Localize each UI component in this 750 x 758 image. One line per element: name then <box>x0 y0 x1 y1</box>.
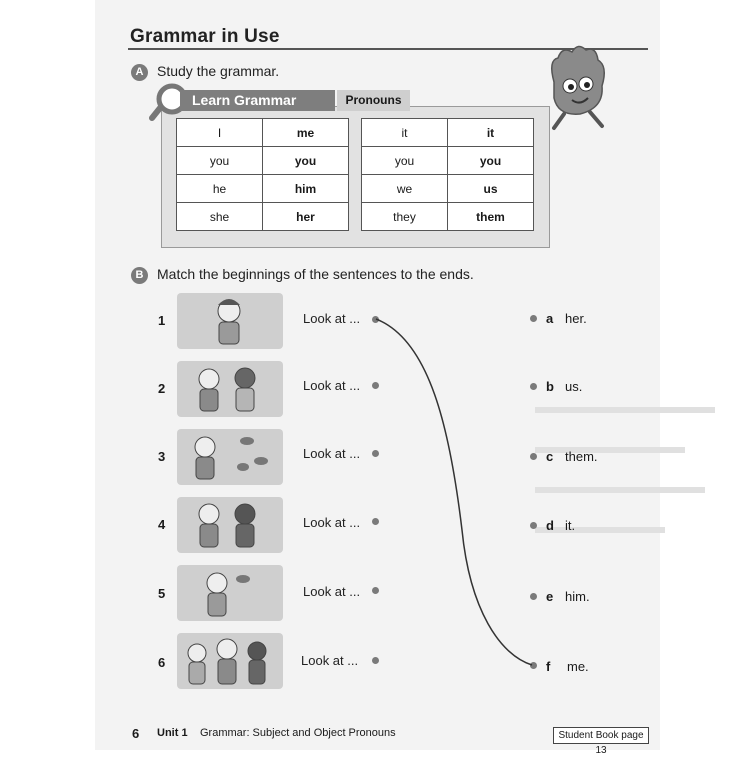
ending-word: him. <box>565 589 590 604</box>
sentence-beginning: Look at ... <box>303 311 361 326</box>
example-match-line <box>370 310 540 670</box>
subject-pronoun: it <box>362 119 448 147</box>
grammar-topic-label: Pronouns <box>337 90 410 111</box>
ending-word: me. <box>567 659 589 674</box>
item-number: 3 <box>158 449 166 464</box>
show-through-decoration <box>535 380 735 580</box>
ending-letter: d <box>546 518 554 533</box>
section-b-instruction: Match the beginnings of the sentences to the ends. <box>157 266 474 282</box>
boy-pointing-at-self-picture <box>177 293 283 349</box>
subject-pronoun: we <box>362 175 448 203</box>
footer-topic: Grammar: Subject and Object Pronouns <box>200 727 396 739</box>
sentence-beginning: Look at ... <box>303 584 361 599</box>
hand-mascot-icon <box>540 42 612 138</box>
subject-pronoun: he <box>177 175 263 203</box>
sentence-beginning: Look at ... <box>303 515 361 530</box>
ending-word: her. <box>565 311 587 326</box>
table-row <box>177 119 349 147</box>
section-b-badge: B <box>131 267 148 284</box>
boy-with-bird-picture <box>177 565 283 621</box>
object-pronoun: you <box>263 147 349 175</box>
sentence-beginning: Look at ... <box>303 378 361 393</box>
section-a-instruction: Study the grammar. <box>157 63 280 79</box>
subject-pronoun: you <box>177 147 263 175</box>
table-row <box>362 175 534 203</box>
pronoun-table-left <box>176 118 349 231</box>
object-pronoun: us <box>448 175 534 203</box>
item-number: 5 <box>158 586 166 601</box>
table-row <box>362 203 534 231</box>
learn-grammar-tab: Learn Grammar <box>180 90 335 111</box>
pronoun-table-right <box>361 118 534 231</box>
page-number: 6 <box>132 726 140 741</box>
ending-letter: b <box>546 379 554 394</box>
object-pronoun: them <box>448 203 534 231</box>
item-number: 4 <box>158 517 166 532</box>
page-title: Grammar in Use <box>130 26 280 47</box>
ending-letter: f <box>546 659 551 674</box>
subject-pronoun: I <box>177 119 263 147</box>
item-number: 1 <box>158 313 166 328</box>
unit-label: Unit 1 <box>157 727 188 739</box>
section-a-badge: A <box>131 64 148 81</box>
ending-word: it. <box>565 518 576 533</box>
subject-pronoun: she <box>177 203 263 231</box>
object-pronoun: you <box>448 147 534 175</box>
table-row <box>177 147 349 175</box>
sentence-beginning: Look at ... <box>301 653 359 668</box>
ending-letter: a <box>546 311 554 326</box>
object-pronoun: her <box>263 203 349 231</box>
boy-and-girl-picture <box>177 361 283 417</box>
table-row <box>362 119 534 147</box>
two-boys-picture <box>177 497 283 553</box>
item-number: 6 <box>158 655 166 670</box>
object-pronoun: me <box>263 119 349 147</box>
sentence-beginning: Look at ... <box>303 446 361 461</box>
subject-pronoun: they <box>362 203 448 231</box>
three-children-picture <box>177 633 283 689</box>
boy-with-birds-picture <box>177 429 283 485</box>
table-row <box>362 147 534 175</box>
ending-word: us. <box>565 379 583 394</box>
ending-word: them. <box>565 449 598 464</box>
ending-letter: e <box>546 589 554 604</box>
subject-pronoun: you <box>362 147 448 175</box>
ending-letter: c <box>546 449 554 464</box>
object-pronoun: it <box>448 119 534 147</box>
object-pronoun: him <box>263 175 349 203</box>
table-row <box>177 203 349 231</box>
item-number: 2 <box>158 381 166 396</box>
student-book-reference: Student Book page 13 <box>553 727 649 744</box>
table-row <box>177 175 349 203</box>
